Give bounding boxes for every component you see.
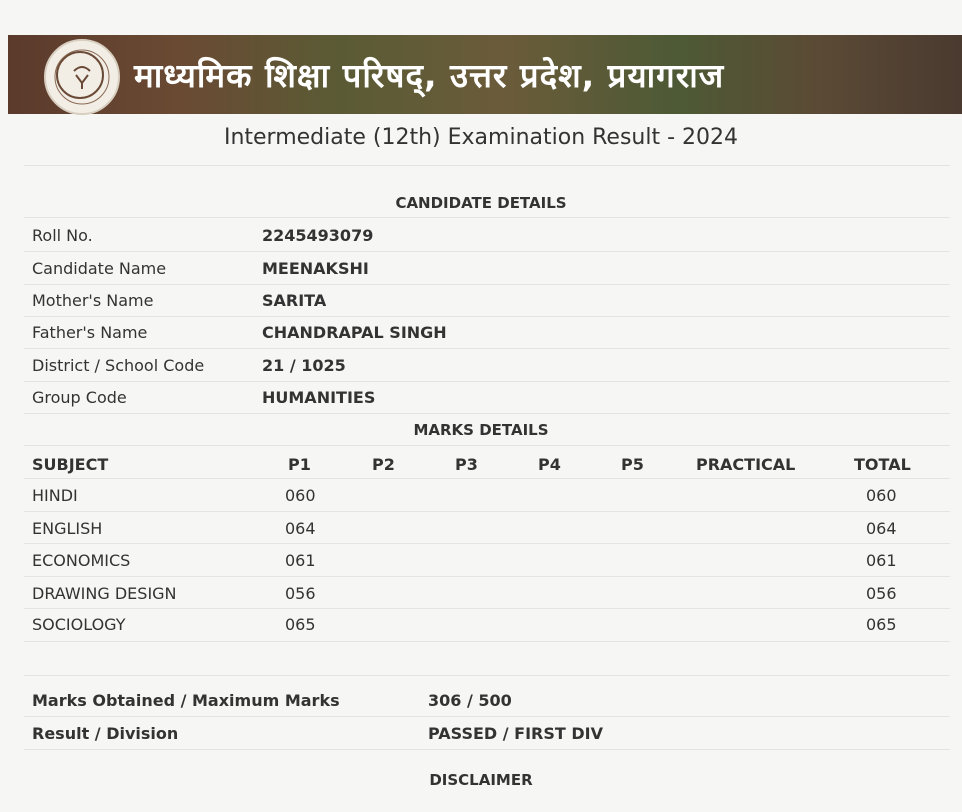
divider: [24, 445, 950, 446]
header-p1: P1: [288, 455, 311, 474]
father-name-value: CHANDRAPAL SINGH: [262, 323, 447, 342]
p1-marks: 060: [285, 486, 316, 505]
total-marks: 060: [866, 486, 897, 505]
p1-marks: 056: [285, 584, 316, 603]
divider: [24, 543, 950, 544]
divider: [24, 511, 950, 512]
p1-marks: 064: [285, 519, 316, 538]
roll-no-label: Roll No.: [32, 226, 93, 245]
marks-obtained-value: 306 / 500: [428, 691, 512, 710]
subject-name: ECONOMICS: [32, 551, 131, 570]
divider: [24, 251, 950, 252]
divider: [24, 284, 950, 285]
divider: [24, 608, 950, 609]
subject-name: DRAWING DESIGN: [32, 584, 177, 603]
header-p2: P2: [372, 455, 395, 474]
marks-obtained-label: Marks Obtained / Maximum Marks: [32, 691, 340, 710]
district-school-label: District / School Code: [32, 356, 205, 375]
board-seal-icon: [44, 39, 120, 115]
header-p3: P3: [455, 455, 478, 474]
p1-marks: 065: [285, 615, 316, 634]
subject-name: SOCIOLOGY: [32, 615, 126, 634]
divider: [24, 675, 950, 676]
subject-name: ENGLISH: [32, 519, 103, 538]
mother-name-label: Mother's Name: [32, 291, 154, 310]
divider: [24, 716, 950, 717]
header-subject: SUBJECT: [32, 455, 109, 474]
result-division-label: Result / Division: [32, 724, 179, 743]
total-marks: 056: [866, 584, 897, 603]
header-total: TOTAL: [854, 455, 911, 474]
p1-marks: 061: [285, 551, 316, 570]
header-practical: PRACTICAL: [696, 455, 796, 474]
divider: [24, 576, 950, 577]
divider: [24, 348, 950, 349]
divider: [24, 749, 950, 750]
divider: [24, 413, 950, 414]
header-p5: P5: [621, 455, 644, 474]
total-marks: 064: [866, 519, 897, 538]
total-marks: 061: [866, 551, 897, 570]
mother-name-value: SARITA: [262, 291, 327, 310]
total-marks: 065: [866, 615, 897, 634]
divider: [24, 381, 950, 382]
father-name-label: Father's Name: [32, 323, 148, 342]
divider: [24, 165, 950, 166]
board-name: माध्यमिक शिक्षा परिषद्, उत्तर प्रदेश, प्रयागराज: [134, 56, 725, 95]
candidate-section-title: CANDIDATE DETAILS: [395, 194, 567, 212]
marks-section-title: MARKS DETAILS: [413, 421, 549, 439]
header-p4: P4: [538, 455, 561, 474]
candidate-name-value: MEENAKSHI: [262, 259, 369, 278]
candidate-name-label: Candidate Name: [32, 259, 167, 278]
group-code-label: Group Code: [32, 388, 127, 407]
subject-name: HINDI: [32, 486, 78, 505]
divider: [24, 316, 950, 317]
divider: [24, 217, 950, 218]
divider: [24, 641, 950, 642]
group-code-value: HUMANITIES: [262, 388, 376, 407]
district-school-value: 21 / 1025: [262, 356, 346, 375]
result-division-value: PASSED / FIRST DIV: [428, 724, 603, 743]
disclaimer-title: DISCLAIMER: [429, 771, 533, 789]
page-title: Intermediate (12th) Examination Result - 2024: [223, 125, 739, 150]
divider: [24, 478, 950, 479]
roll-no-value: 2245493079: [262, 226, 374, 245]
